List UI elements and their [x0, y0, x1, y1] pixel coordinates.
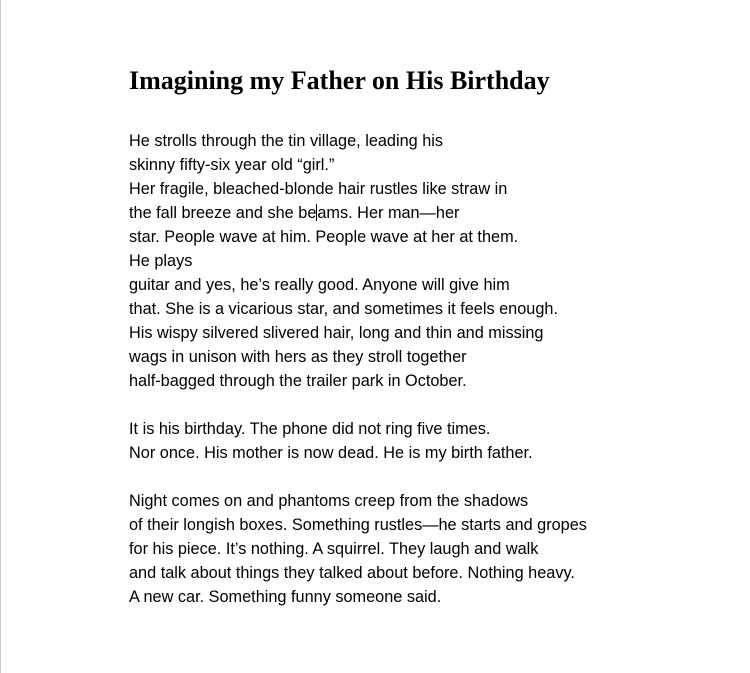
- poem-line: A new car. Something funny someone said.: [129, 588, 442, 606]
- poem-title: Imagining my Father on His Birthday: [129, 66, 550, 95]
- poem-line: wags in unison with hers as they stroll together: [129, 348, 467, 366]
- poem-line: and talk about things they talked about before. Nothing heavy.: [129, 564, 575, 582]
- poem-line: His wispy silvered slivered hair, long and thin and missing: [129, 324, 544, 342]
- poem-line: Nor once. His mother is now dead. He is my birth father.: [129, 444, 533, 462]
- poem-line: Her fragile, bleached-blonde hair rustles like straw in: [129, 180, 508, 198]
- poem-line: star. People wave at him. People wave at her at them.: [129, 228, 519, 246]
- poem-body[interactable]: [129, 129, 587, 633]
- stanza-1: [129, 129, 587, 393]
- poem-line: that. She is a vicarious star, and sometimes it feels enough.: [129, 300, 558, 318]
- poem-line: He plays: [129, 252, 193, 270]
- stanza-2: [129, 417, 587, 465]
- line-text-after-cursor: ams. Her man—her: [317, 204, 460, 222]
- poem-line: half-bagged through the trailer park in October.: [129, 372, 467, 390]
- poem-line-with-cursor: [129, 201, 587, 225]
- stanza-3: [129, 489, 587, 609]
- poem-line: He strolls through the tin village, leading his: [129, 132, 444, 150]
- poem-line: of their longish boxes. Something rustles—he starts and gropes: [129, 516, 587, 534]
- poem-line: It is his birthday. The phone did not ring five times.: [129, 420, 491, 438]
- poem-line: skinny fifty-six year old “girl.”: [129, 156, 335, 174]
- poem-line: Night comes on and phantoms creep from the shadows: [129, 492, 529, 510]
- line-text-before-cursor: the fall breeze and she be: [129, 204, 317, 222]
- page-left-border: [0, 0, 1, 673]
- poem-line: guitar and yes, he’s really good. Anyone will give him: [129, 276, 510, 294]
- poem-line: for his piece. It’s nothing. A squirrel. They laugh and walk: [129, 540, 539, 558]
